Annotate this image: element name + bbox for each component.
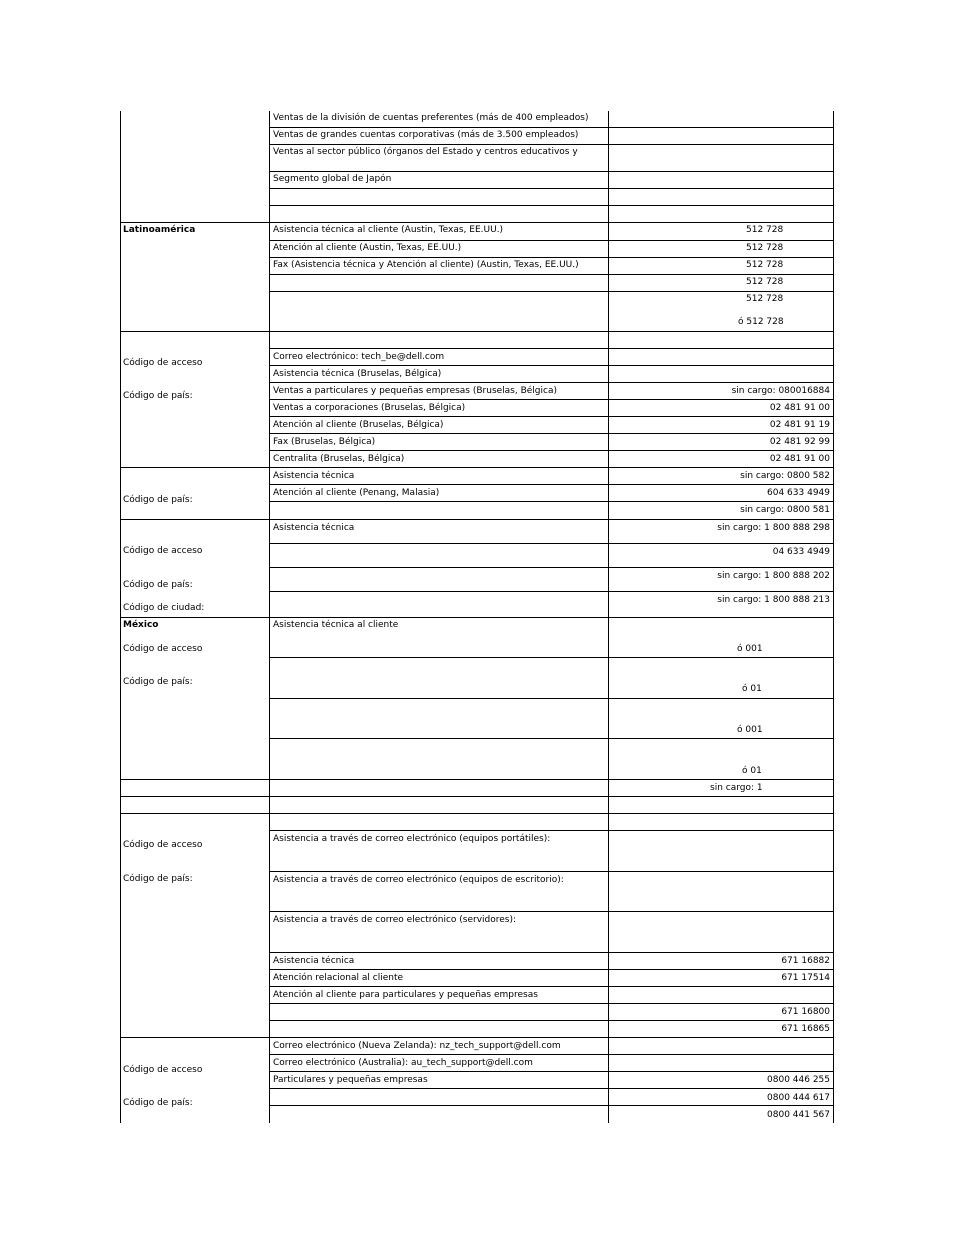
code-label: Código de país: [123,1098,193,1108]
service-cell: Ventas a corporaciones (Bruselas, Bélgica) [273,403,466,413]
service-cell: Asistencia técnica [273,956,355,966]
number-cell: sin cargo: 1 [710,783,763,793]
number-cell: ó 001 [737,644,763,654]
row-divider [120,331,834,332]
region-label: Latinoamérica [123,225,196,235]
region-label: México [123,620,159,630]
service-cell: Fax (Asistencia técnica y Atención al cliente) (Austin, Texas, EE.UU.) [273,260,579,270]
code-label: Código de acceso [123,358,203,368]
row-divider [269,127,834,128]
service-cell: Correo electrónico: tech_be@dell.com [273,352,445,362]
row-divider [269,257,834,258]
number-cell: 0800 444 617 [767,1093,830,1103]
row-divider [120,222,834,223]
row-divider [269,969,834,970]
row-divider [269,1071,834,1072]
number-cell: sin cargo: 1 800 888 202 [717,571,830,581]
row-divider [269,205,834,206]
service-cell: Asistencia técnica [273,471,355,481]
row-divider [269,657,834,658]
number-cell: 604 633 4949 [767,488,830,498]
row-divider [269,416,834,417]
code-label: Código de país: [123,580,193,590]
row-divider [269,1105,834,1106]
number-cell: ó 01 [742,766,762,776]
row-divider [269,543,834,544]
row-divider [269,986,834,987]
service-cell: Asistencia a través de correo electrónico (equipos portátiles): [273,834,551,844]
service-cell: Asistencia a través de correo electrónico (equipos de escritorio): [273,875,564,885]
number-cell: 671 16800 [781,1007,830,1017]
code-label: Código de acceso [123,546,203,556]
code-label: Código de acceso [123,840,203,850]
service-cell: Atención al cliente (Penang, Malasia) [273,488,440,498]
row-divider [269,433,834,434]
number-cell: 0800 446 255 [767,1075,830,1085]
row-divider [120,779,834,780]
number-cell: sin cargo: 0800 581 [740,505,830,515]
number-cell: 02 481 91 00 [769,403,830,413]
number-cell: 02 481 92 99 [769,437,830,447]
number-cell: 512 728 [746,225,784,235]
service-cell: Asistencia técnica al cliente (Austin, Texas, EE.UU.) [273,225,504,235]
row-divider [120,1037,834,1038]
number-cell: 512 728 [746,243,784,253]
row-divider [269,382,834,383]
number-cell: 671 16865 [781,1024,830,1034]
code-label: Código de país: [123,677,193,687]
row-divider [269,1003,834,1004]
row-divider [269,738,834,739]
number-cell: 04 633 4949 [772,547,830,557]
service-cell: Ventas de la división de cuentas preferentes (más de 400 empleados) [273,113,589,123]
row-divider [269,591,834,592]
service-cell: Asistencia a través de correo electrónico (servidores): [273,915,517,925]
row-divider [120,617,834,618]
service-cell: Ventas de grandes cuentas corporativas (más de 3.500 empleados) [273,130,579,140]
service-cell: Segmento global de Japón [273,174,392,184]
number-cell: 02 481 91 19 [769,420,830,430]
service-cell: Centralita (Bruselas, Bélgica) [273,454,405,464]
row-divider [120,519,834,520]
number-cell: 512 728 [746,277,784,287]
number-cell: sin cargo: 1 800 888 213 [717,595,830,605]
row-divider [120,796,834,797]
service-cell: Atención al cliente (Bruselas, Bélgica) [273,420,444,430]
row-divider [269,567,834,568]
number-cell: 512 728 [746,260,784,270]
number-cell: ó 01 [742,684,762,694]
row-divider [269,365,834,366]
number-cell: 02 481 91 00 [769,454,830,464]
service-cell: Correo electrónico (Nueva Zelanda): nz_tech_support@dell.com [273,1041,561,1051]
service-cell: Asistencia técnica al cliente [273,620,399,630]
row-divider [269,484,834,485]
service-cell: Particulares y pequeñas empresas [273,1075,428,1085]
code-label: Código de país: [123,391,193,401]
service-cell: Atención al cliente para particulares y pequeñas empresas [273,990,538,1000]
code-label: Código de ciudad: [123,603,205,613]
service-cell: Asistencia técnica (Bruselas, Bélgica) [273,369,442,379]
row-divider [269,1020,834,1021]
row-divider [269,1088,834,1089]
row-divider [269,274,834,275]
row-divider [269,1054,834,1055]
row-divider [269,830,834,831]
row-divider [269,871,834,872]
row-divider [269,450,834,451]
number-cell: 671 16882 [781,956,830,966]
code-label: Código de país: [123,874,193,884]
service-cell: Fax (Bruselas, Bélgica) [273,437,376,447]
service-cell: Asistencia técnica [273,523,355,533]
row-divider [120,813,834,814]
row-divider [269,188,834,189]
number-cell: ó 001 [737,725,763,735]
row-divider [120,467,834,468]
number-cell: 0800 441 567 [767,1110,830,1120]
row-divider [269,144,834,145]
row-divider [269,171,834,172]
number-cell: sin cargo: 1 800 888 298 [717,523,830,533]
row-divider [269,501,834,502]
service-cell: Atención relacional al cliente [273,973,404,983]
row-divider [269,291,834,292]
number-cell: sin cargo: 080016884 [731,386,830,396]
row-divider [269,348,834,349]
service-cell: Ventas al sector público (órganos del Estado y centros educativos y [273,147,578,157]
row-divider [269,399,834,400]
service-cell: Ventas a particulares y pequeñas empresas (Bruselas, Bélgica) [273,386,557,396]
number-cell: 512 728 [746,294,784,304]
row-divider [269,240,834,241]
service-cell: Correo electrónico (Australia): au_tech_support@dell.com [273,1058,533,1068]
number-cell: sin cargo: 0800 582 [740,471,830,481]
row-divider [269,698,834,699]
number-cell: 671 17514 [781,973,830,983]
code-label: Código de acceso [123,1065,203,1075]
code-label: Código de acceso [123,644,203,654]
row-divider [269,952,834,953]
row-divider [269,911,834,912]
number-cell: ó 512 728 [738,317,784,327]
code-label: Código de país: [123,495,193,505]
service-cell: Atención al cliente (Austin, Texas, EE.UU.) [273,243,462,253]
